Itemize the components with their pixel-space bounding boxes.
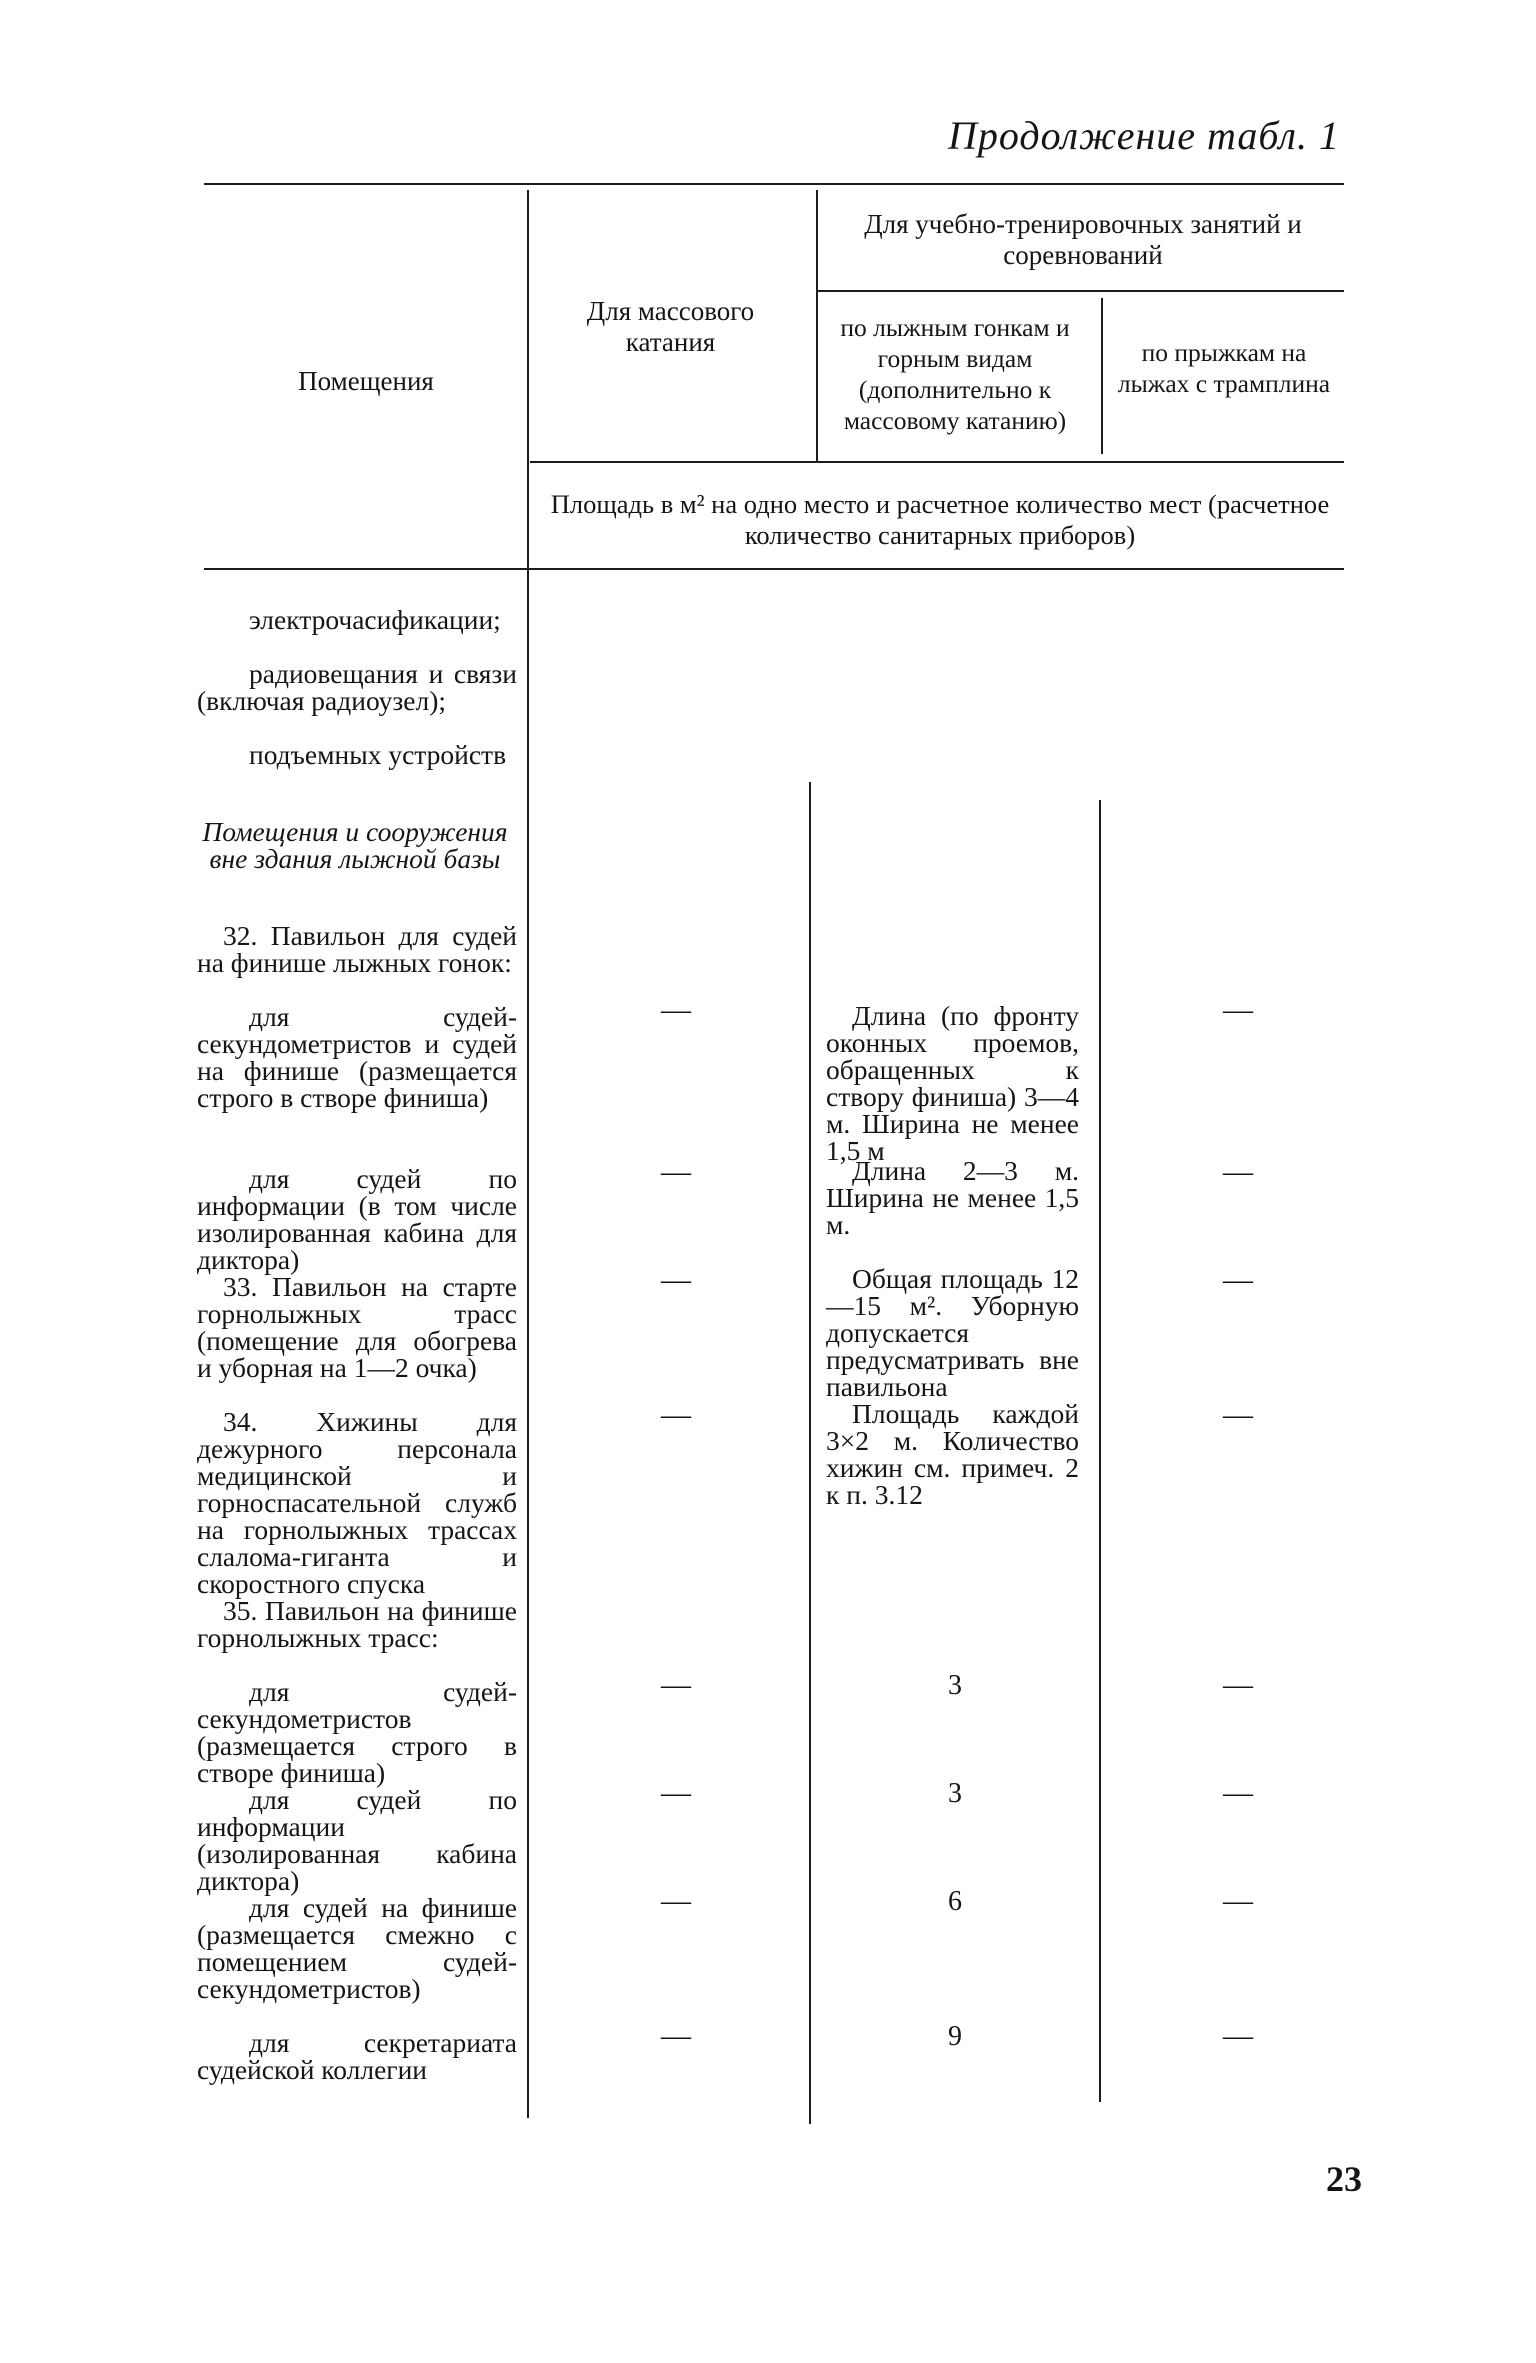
item-electroclock: электрочасификации;: [249, 604, 501, 635]
row-33-name: 33. Павильон на старте горнолыжных трасс (помещение для обогрева и уборная на 1—2 очка): [197, 1271, 517, 1383]
row-35d-jumping: —: [1223, 2019, 1253, 2052]
row-35b-name: для судей по информации (изолированная кабина диктора): [197, 1784, 517, 1896]
row-35a-jumping: —: [1223, 1668, 1253, 1701]
row-35b-racing: 3: [948, 1778, 962, 1809]
row-34-jumping: —: [1223, 1398, 1253, 1431]
row-34-name: 34. Хижины для дежурного персонала медицинской и горноспасательной служб на горнолыжных трассах слалома-гиганта и скоростного спуска: [197, 1406, 517, 1599]
row-34-mass: —: [661, 1398, 691, 1431]
row-33-jumping: —: [1223, 1263, 1253, 1296]
row-35a-mass: —: [661, 1668, 691, 1701]
training-group-rule: [818, 290, 1344, 292]
row-32a-mass: —: [661, 993, 691, 1026]
row-35d-racing: 9: [948, 2021, 962, 2052]
row-35c-name: для судей на финише (размещается смежно с помещением судей-секундометристов): [197, 1892, 517, 2004]
rooms-column-divider: [527, 190, 529, 2118]
row-32b-name: для судей по информации (в том числе изолированная кабина для диктора): [197, 1163, 517, 1275]
row-35d-name: для секретариата судейской коллегии: [197, 2027, 517, 2085]
row-32b-jumping: —: [1223, 1155, 1253, 1188]
row-34-racing: Площадь каждой 3×2 м. Количество хижин см. примеч. 2 к п. 3.12: [826, 1398, 1079, 1510]
row-32a-racing: Длина (по фронту оконных проемов, обращенных к створу финиша) 3—4 м. Ширина не менее 1,5 м: [826, 1000, 1079, 1166]
jumping-column-divider-body: [1099, 800, 1101, 2102]
mass-column-divider-header: [816, 190, 818, 461]
header-racing: по лыжным гонкам и горным видам (дополнительно к массовому катанию): [840, 313, 1070, 435]
header-area-note: Площадь в м² на одно место и расчетное количество мест (расчетное количество санитарных приборов): [550, 489, 1330, 550]
page-number: 23: [1326, 2159, 1362, 2199]
row-35c-jumping: —: [1223, 1884, 1253, 1917]
header-jumping: по прыжкам на лыжах с трамплина: [1117, 338, 1331, 398]
jumping-column-divider-header: [1101, 298, 1103, 454]
row-35a-racing: 3: [948, 1670, 962, 1701]
mass-column-divider-body: [809, 782, 811, 2124]
header-mass-skiing: Для массового катания: [586, 296, 755, 357]
row-35c-mass: —: [661, 1884, 691, 1917]
subheader-rule: [530, 461, 1344, 463]
section-title: Помещения и сооружения вне здания лыжной базы: [202, 816, 508, 874]
table-top-rule: [204, 183, 1344, 185]
header-training-group: Для учебно-тренировочных занятий и соревнований: [864, 209, 1302, 270]
row-32-title: 32. Павильон для судей на финише лыжных гонок:: [197, 920, 517, 978]
row-32b-mass: —: [661, 1155, 691, 1188]
header-rooms: Помещения: [298, 366, 434, 396]
row-35a-name: для судей-секундометристов (размещается строго в створе финиша): [197, 1676, 517, 1788]
row-35-title: 35. Павильон на финише горнолыжных трасс:: [197, 1595, 517, 1653]
row-35c-racing: 6: [948, 1886, 962, 1917]
row-33-mass: —: [661, 1263, 691, 1296]
row-32b-racing: Длина 2—3 м. Ширина не менее 1,5 м.: [826, 1155, 1079, 1240]
item-radio: радиовещания и связи (включая радиоузел);: [197, 658, 517, 716]
row-35b-jumping: —: [1223, 1776, 1253, 1809]
item-lifts: подъемных устройств: [249, 739, 507, 770]
header-bottom-rule: [204, 568, 1344, 570]
row-35b-mass: —: [661, 1776, 691, 1809]
row-33-racing: Общая площадь 12—15 м². Уборную допускается предусматривать вне павильона: [826, 1263, 1079, 1402]
row-35d-mass: —: [661, 2019, 691, 2052]
row-32a-name: для судей-секундометристов и судей на финише (размещается строго в створе финиша): [197, 1001, 517, 1113]
row-32a-jumping: —: [1223, 993, 1253, 1026]
continuation-title: Продолжение табл. 1: [947, 113, 1340, 158]
